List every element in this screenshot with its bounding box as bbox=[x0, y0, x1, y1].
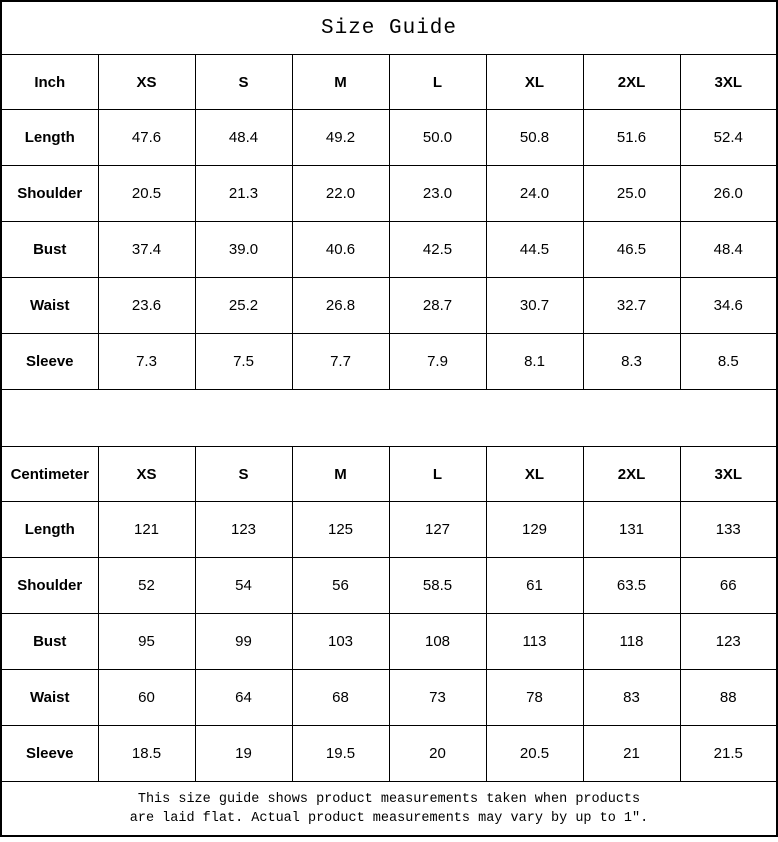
header-row-inch bbox=[1, 55, 777, 110]
unit-header-inch: Inch bbox=[1, 55, 98, 110]
measurement-value: 123 bbox=[195, 502, 292, 558]
measurement-value: 26.0 bbox=[680, 166, 777, 222]
spacer-cell bbox=[1, 390, 777, 447]
measurement-value: 68 bbox=[292, 670, 389, 726]
measurement-value: 21.3 bbox=[195, 166, 292, 222]
measurement-value: 22.0 bbox=[292, 166, 389, 222]
measurement-row-length-centimeter bbox=[1, 502, 777, 558]
size-header-s: S bbox=[195, 447, 292, 502]
measurement-row-waist-inch bbox=[1, 278, 777, 334]
size-header-s: S bbox=[195, 55, 292, 110]
measurement-value: 21 bbox=[583, 726, 680, 782]
measurement-row-waist-centimeter bbox=[1, 670, 777, 726]
footer-note-line2: are laid flat. Actual product measurements may vary by up to 1″. bbox=[129, 810, 649, 826]
measurement-value: 8.3 bbox=[583, 334, 680, 390]
measurement-value: 25.2 bbox=[195, 278, 292, 334]
measurement-value: 20.5 bbox=[486, 726, 583, 782]
measurement-value: 125 bbox=[292, 502, 389, 558]
measurement-value: 7.9 bbox=[389, 334, 486, 390]
measurement-value: 8.5 bbox=[680, 334, 777, 390]
measurement-value: 131 bbox=[583, 502, 680, 558]
measurement-label: Sleeve bbox=[1, 726, 98, 782]
size-header-3xl: 3XL bbox=[680, 447, 777, 502]
measurement-value: 8.1 bbox=[486, 334, 583, 390]
size-header-xs: XS bbox=[98, 55, 195, 110]
measurement-value: 44.5 bbox=[486, 222, 583, 278]
measurement-value: 49.2 bbox=[292, 110, 389, 166]
measurement-label: Sleeve bbox=[1, 334, 98, 390]
measurement-value: 133 bbox=[680, 502, 777, 558]
measurement-label: Length bbox=[1, 502, 98, 558]
measurement-label: Waist bbox=[1, 670, 98, 726]
measurement-value: 48.4 bbox=[195, 110, 292, 166]
measurement-row-bust-centimeter bbox=[1, 614, 777, 670]
measurement-value: 60 bbox=[98, 670, 195, 726]
measurement-value: 32.7 bbox=[583, 278, 680, 334]
measurement-value: 51.6 bbox=[583, 110, 680, 166]
measurement-value: 103 bbox=[292, 614, 389, 670]
measurement-value: 118 bbox=[583, 614, 680, 670]
size-header-m: M bbox=[292, 55, 389, 110]
size-header-2xl: 2XL bbox=[583, 447, 680, 502]
measurement-value: 7.7 bbox=[292, 334, 389, 390]
measurement-value: 28.7 bbox=[389, 278, 486, 334]
measurement-value: 19 bbox=[195, 726, 292, 782]
measurement-label: Bust bbox=[1, 222, 98, 278]
measurement-row-bust-inch bbox=[1, 222, 777, 278]
measurement-value: 20 bbox=[389, 726, 486, 782]
measurement-value: 48.4 bbox=[680, 222, 777, 278]
measurement-value: 99 bbox=[195, 614, 292, 670]
measurement-value: 113 bbox=[486, 614, 583, 670]
size-header-xl: XL bbox=[486, 447, 583, 502]
page-title: Size Guide bbox=[1, 1, 777, 55]
size-header-xs: XS bbox=[98, 447, 195, 502]
measurement-label: Shoulder bbox=[1, 166, 98, 222]
measurement-value: 56 bbox=[292, 558, 389, 614]
measurement-value: 73 bbox=[389, 670, 486, 726]
measurement-value: 19.5 bbox=[292, 726, 389, 782]
measurement-value: 63.5 bbox=[583, 558, 680, 614]
measurement-value: 66 bbox=[680, 558, 777, 614]
footer-note-line1: This size guide shows product measurements taken when products bbox=[137, 791, 641, 807]
measurement-value: 108 bbox=[389, 614, 486, 670]
measurement-value: 88 bbox=[680, 670, 777, 726]
measurement-value: 61 bbox=[486, 558, 583, 614]
measurement-value: 127 bbox=[389, 502, 486, 558]
measurement-label: Shoulder bbox=[1, 558, 98, 614]
measurement-row-shoulder-centimeter bbox=[1, 558, 777, 614]
size-header-2xl: 2XL bbox=[583, 55, 680, 110]
measurement-row-sleeve-inch bbox=[1, 334, 777, 390]
measurement-value: 34.6 bbox=[680, 278, 777, 334]
measurement-value: 58.5 bbox=[389, 558, 486, 614]
measurement-value: 54 bbox=[195, 558, 292, 614]
measurement-value: 83 bbox=[583, 670, 680, 726]
title-row bbox=[1, 1, 777, 55]
measurement-value: 47.6 bbox=[98, 110, 195, 166]
size-header-l: L bbox=[389, 447, 486, 502]
measurement-value: 24.0 bbox=[486, 166, 583, 222]
measurement-value: 26.8 bbox=[292, 278, 389, 334]
measurement-value: 40.6 bbox=[292, 222, 389, 278]
measurement-value: 46.5 bbox=[583, 222, 680, 278]
header-row-centimeter bbox=[1, 447, 777, 502]
measurement-value: 129 bbox=[486, 502, 583, 558]
measurement-value: 78 bbox=[486, 670, 583, 726]
size-header-m: M bbox=[292, 447, 389, 502]
measurement-value: 123 bbox=[680, 614, 777, 670]
measurement-value: 39.0 bbox=[195, 222, 292, 278]
measurement-row-sleeve-centimeter bbox=[1, 726, 777, 782]
measurement-value: 23.0 bbox=[389, 166, 486, 222]
measurement-value: 50.8 bbox=[486, 110, 583, 166]
measurement-value: 52.4 bbox=[680, 110, 777, 166]
measurement-value: 21.5 bbox=[680, 726, 777, 782]
measurement-value: 121 bbox=[98, 502, 195, 558]
size-header-3xl: 3XL bbox=[680, 55, 777, 110]
measurement-value: 7.3 bbox=[98, 334, 195, 390]
size-header-xl: XL bbox=[486, 55, 583, 110]
measurement-label: Waist bbox=[1, 278, 98, 334]
measurement-value: 50.0 bbox=[389, 110, 486, 166]
table-spacer bbox=[1, 390, 777, 447]
measurement-row-shoulder-inch bbox=[1, 166, 777, 222]
measurement-value: 42.5 bbox=[389, 222, 486, 278]
measurement-value: 52 bbox=[98, 558, 195, 614]
measurement-value: 64 bbox=[195, 670, 292, 726]
size-header-l: L bbox=[389, 55, 486, 110]
measurement-value: 37.4 bbox=[98, 222, 195, 278]
unit-header-centimeter: Centimeter bbox=[1, 447, 98, 502]
measurement-row-length-inch bbox=[1, 110, 777, 166]
footer-note bbox=[1, 782, 777, 837]
footer-note-row bbox=[1, 782, 777, 837]
measurement-label: Length bbox=[1, 110, 98, 166]
measurement-value: 18.5 bbox=[98, 726, 195, 782]
measurement-value: 95 bbox=[98, 614, 195, 670]
measurement-value: 7.5 bbox=[195, 334, 292, 390]
measurement-value: 30.7 bbox=[486, 278, 583, 334]
measurement-label: Bust bbox=[1, 614, 98, 670]
measurement-value: 23.6 bbox=[98, 278, 195, 334]
measurement-value: 25.0 bbox=[583, 166, 680, 222]
measurement-value: 20.5 bbox=[98, 166, 195, 222]
